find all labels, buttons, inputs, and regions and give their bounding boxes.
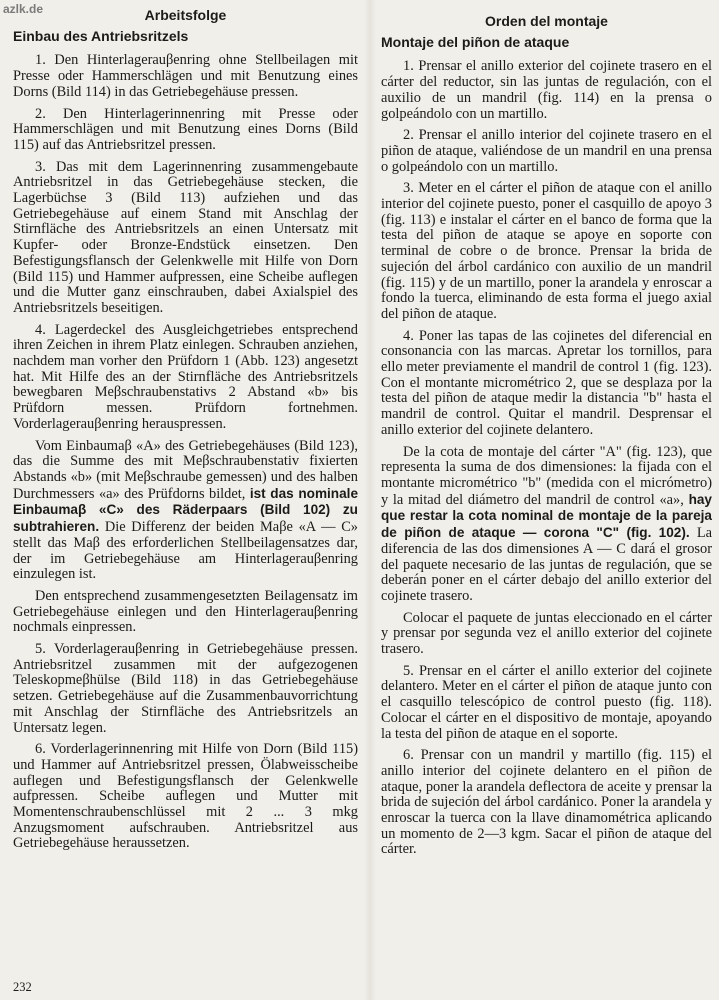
paragraph xyxy=(381,748,712,858)
text-segment: Colocar el paquete de juntas eleccionado en el cárter y prensar por segunda vez el anillo exterior del cojinete trasero. xyxy=(381,609,712,658)
german-heading: Arbeitsfolge xyxy=(144,7,227,23)
text-segment: 5. Prensar en el cárter el anillo exterior del cojinete delantero. Meter en el cárter el piñon de ataque junto con el casquillo telescópico de control puesto (fig. 118). Colocar el cárter en el dispositivo de montaje, apoyando la testa del piñon de ataque en el soporte. xyxy=(381,662,712,742)
text-segment: 2. Den Hinterlagerinnenring mit Presse oder Hammerschlägen und mit Benutzung eines Dorns (Bild 115) auf das Antriebsritzel pressen. xyxy=(13,105,358,153)
text-segment: 3. Das mit dem Lagerinnenring zusammengebaute Antriebsritzel in das Getriebegehäuse stecken, die Lagerbüchse 3 (Bild 113) aufziehen und das Getriebegehäuse auf einem Stand mit Anschlag der Stirnfläche des Antriebsritzels an einen Untersatz mit Kupfer- oder Bronze-Endstück einsetzen. Den Befestigungsflansch der Gelenkwelle mit Hilfe von Dorn (Bild 115) und Hammer aufpressen, eine Scheibe auflegen und die Mutter ganz einschrauben, dabei Axialspiel des Antriebsritzels beseitigen. xyxy=(13,158,358,316)
text-segment: 4. Poner las tapas de las cojinetes del diferencial en consonancia con las marcas. Apretar los tornillos, para ello meter previamente el mandril de control 1 (fig. 123). Con el montante micrométrico 2, que se desplaza por la testa del piñon de ataque medir la distancia "b" hasta el mandril de control. Quitar el mandril. Desprensar el anillo exterior del cojinete delantero. xyxy=(381,327,712,438)
paragraph xyxy=(381,181,712,322)
page-gutter xyxy=(364,0,376,1000)
paragraph xyxy=(13,323,358,433)
paragraph xyxy=(13,642,358,736)
paragraph xyxy=(381,611,712,658)
german-column xyxy=(13,8,358,858)
paragraph xyxy=(13,439,358,583)
german-paragraphs xyxy=(13,53,358,852)
text-segment: 5. Vorderlagerauβenring in Getriebegehäuse pressen. Antriebsritzel zusammen mit der aufgezogenen Teleskopmeβhülse (Bild 118) in das Getriebegehäuse setzen. Getriebegehäuse auf die Zusammenbauvorrichtung mit Anschlag der Stirnfläche des Antriebsritzels an Untersatz legen. xyxy=(13,641,358,736)
paragraph xyxy=(381,445,712,605)
text-segment: Die Differenz der beiden Maβe «A — C» stellt das Maβ des erforderlichen Stellbeilagensatzes dar, der im Getriebegehäuse am Hinterlagerauβenring einzulegen ist. xyxy=(13,519,358,583)
text-segment: 1. Den Hinterlagerauβenring ohne Stellbeilagen mit Presse oder Hammerschlägen und mit Benutzung eines Dorns (Bild 114) in das Getriebegehäuse pressen. xyxy=(13,52,358,100)
text-segment: De la cota de montaje del cárter "A" (fig. 123), que representa la suma de dos dimensiones: la fijada con el montante micrométrico "b" (medida con el micrómetro) y la mitad del diámetro del mandril de control «a», xyxy=(381,443,712,508)
paragraph xyxy=(13,53,358,100)
spanish-paragraphs xyxy=(381,59,712,858)
text-segment: 1. Prensar el anillo exterior del cojinete trasero en el cárter del reductor, sin las juntas de regulación, con el auxilio de un mandril (fig. 114) en la prensa o golpeándolo con un martillo. xyxy=(381,58,712,122)
text-segment: 4. Lagerdeckel des Ausgleichgetriebes entsprechend ihren Zeichen in ihrem Platz einlegen. Schrauben anziehen, nachdem man vorher den Prüfdorn 1 (Abb. 123) angesetzt hat. Mit Hilfe des an der Stirnfläche des Antriebsritzels bewegbaren Meβschraubenstativs 2 Abstand «b» bis Prüfdorn messen. Prüfdorn fortnehmen. Vorderlagerauβenring herauspressen. xyxy=(13,321,358,432)
text-segment: 6. Prensar con un mandril y martillo (fig. 115) el anillo interior del cojinete delantero en el piñon de ataque, poner la arandela deflectora de aceite y prensar la brida de sujeción del árbol cardánico. Poner la arandela y enroscar la tuerca con la llave dinamométrica aplicando un momento de 2—3 kgm. Sacar el piñon de ataque del cárter. xyxy=(381,747,712,858)
paragraph xyxy=(381,664,712,743)
spanish-section-title: Montaje del piñon de ataque xyxy=(381,33,570,50)
text-segment: 6. Vorderlagerinnenring mit Hilfe von Dorn (Bild 115) und Hammer auf Antriebsritzel pressen, Ölabweisscheibe auflegen und Befestigungsflansch der Gelenkwelle aufpressen. Scheibe auflegen und Mutter mit Momentenschraubenschlüssel mit 2 ... 3 mkg Anzugsmoment aufschrauben. Antriebsritzel aus Getriebegehäuse heraussetzen. xyxy=(13,741,358,852)
paragraph xyxy=(13,742,358,852)
text-segment: Den entsprechend zusammengesetzten Beilagensatz im Getriebegehäuse einlegen und den Hinterlagerauβenring nochmals einpressen. xyxy=(13,587,358,636)
bold-text: hay que restar la cota nominal de montaje de la pareja de piñon de ataque — corona "C" (fig. 102). xyxy=(381,491,712,541)
paragraph xyxy=(13,107,358,154)
text-segment: 3. Meter en el cárter el piñon de ataque con el anillo interior del cojinete puesto, poner el casquillo de apoyo 3 (fig. 113) e instalar el cárter en el banco de forma que la testa del piñon de ataque se apoye en soporte con terminal de cobre o de bronce. Prensar la brida de sujeción del árbol cardánico con auxilio de un mandril (fig. 115) y de un martillo, poner la arandela y enroscar a fondo la tuerca, eliminando de esta forma el juego axial del piñon de ataque. xyxy=(381,180,712,322)
text-segment: Vom Einbaumaβ «A» des Getriebegehäuses (Bild 123), das die Summe des mit Meβschraubenstativ fixierten Abstands «b» (mit Meβschraube gemessen) und des halben Durchmessers «a» des Prüfdorns bildet, xyxy=(13,437,358,502)
paragraph xyxy=(13,160,358,317)
bold-text: ist das nominale Einbaumaβ «C» des Räderpaars (Bild 102) zu subtrahieren. xyxy=(13,485,359,535)
spanish-heading: Orden del montaje xyxy=(485,13,608,29)
text-segment: 2. Prensar el anillo interior del cojinete trasero en el piñon de ataque, valiéndose de un mandril en una prensa o golpeándolo con un martillo. xyxy=(381,127,712,175)
paragraph xyxy=(381,59,712,122)
paragraph xyxy=(381,329,712,439)
german-section-title: Einbau des Antriebsritzels xyxy=(13,27,189,44)
paragraph xyxy=(13,589,358,636)
paragraph xyxy=(381,128,712,175)
watermark: azlk.de xyxy=(3,2,44,16)
text-segment: La diferencia de las dos dimensiones A — C dará el grosor del paquete necesario de las juntas de regulación, que se deberán poner en el cárter debajo del anillo exterior del cojinete trasero. xyxy=(381,525,712,604)
page-number: 232 xyxy=(13,980,32,994)
spanish-column xyxy=(381,8,712,864)
